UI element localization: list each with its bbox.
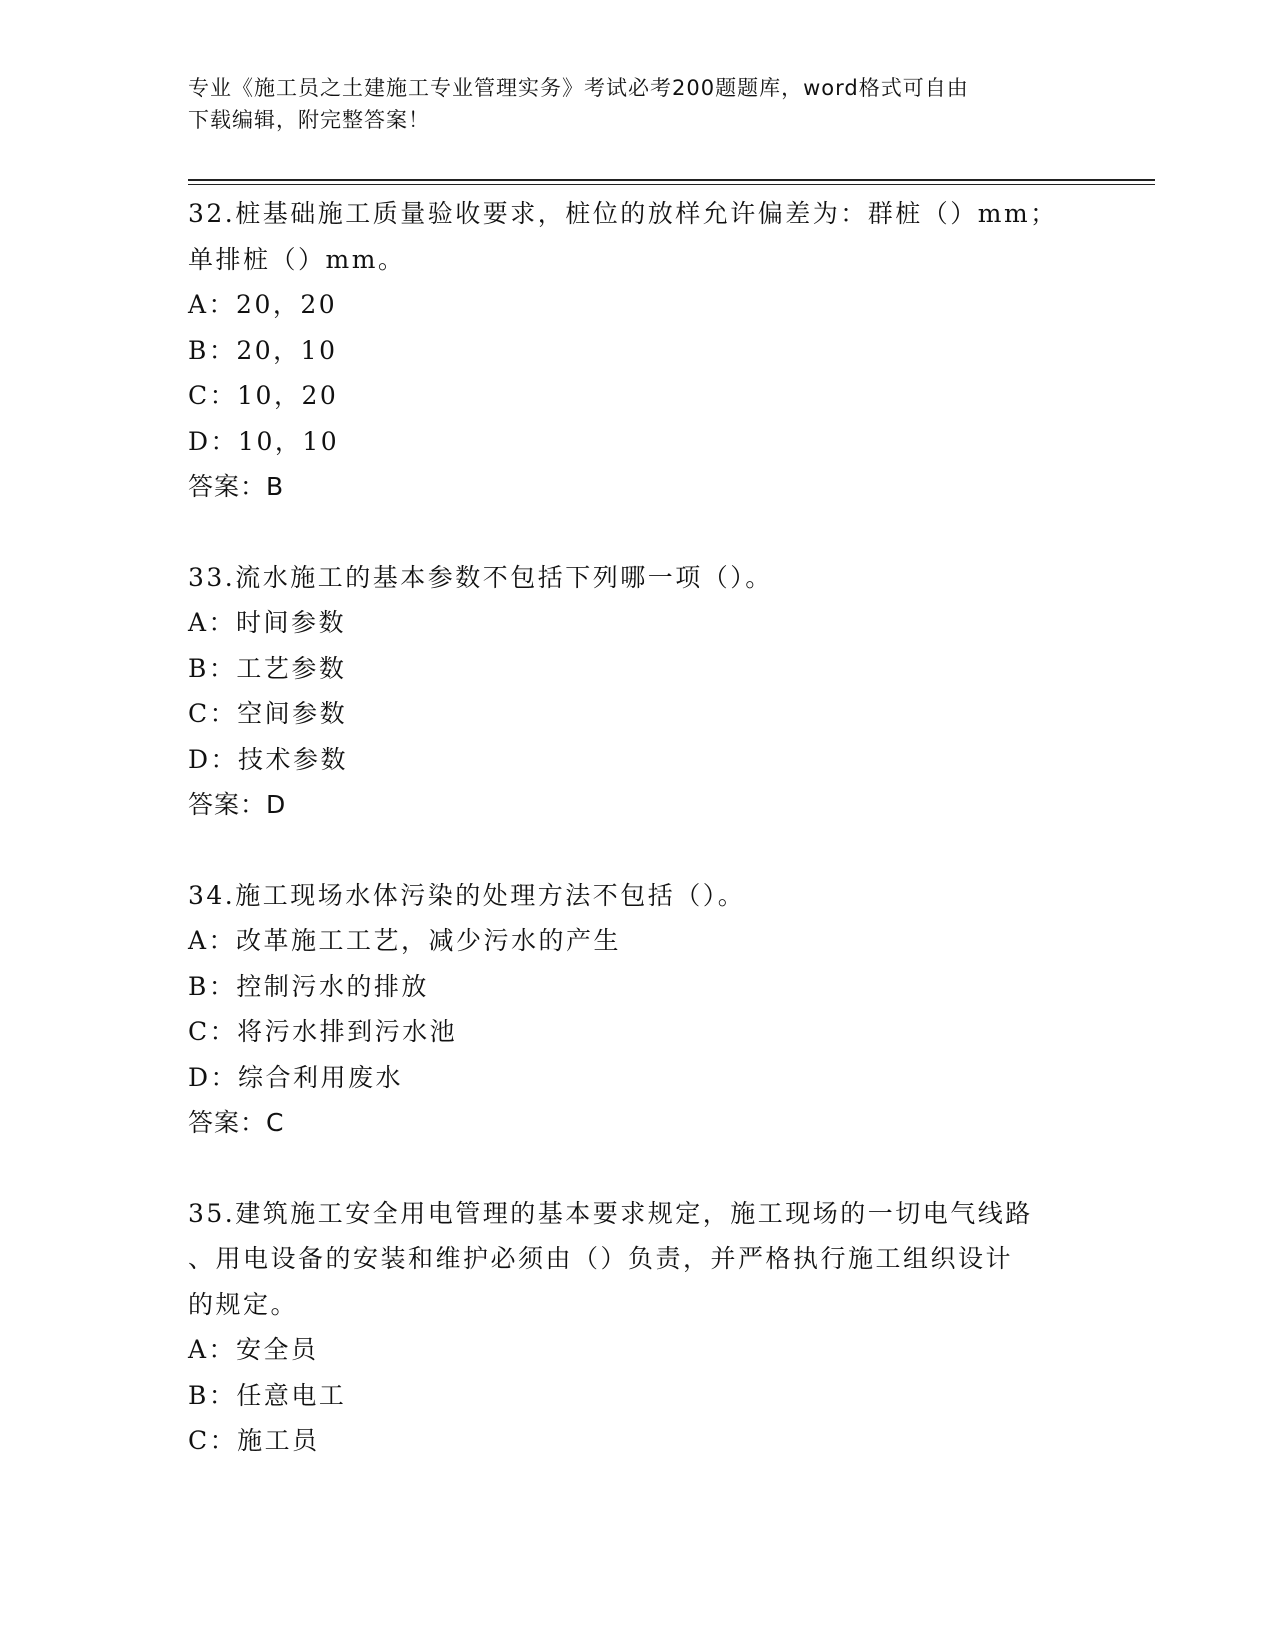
option-b: B：控制污水的排放 (188, 971, 429, 1001)
question-stem (188, 873, 1088, 919)
question-line: 单排桩（）mm。 (188, 244, 406, 274)
question-stem (188, 1191, 1088, 1328)
answer: 答案：C (188, 1108, 285, 1137)
header-divider-thin (188, 184, 1155, 185)
header-line-1: 专业《施工员之土建施工专业管理实务》考试必考200题题库，word格式可自由 (188, 76, 969, 100)
question-35 (188, 1191, 1088, 1464)
question-line: 、用电设备的安装和维护必须由（）负责，并严格执行施工组织设计 (188, 1244, 1014, 1273)
question-33 (188, 555, 1088, 828)
question-list (188, 191, 1088, 1509)
option-c: C：空间参数 (188, 699, 348, 728)
option-b: B：工艺参数 (188, 653, 347, 683)
option-b: B：任意电工 (188, 1380, 347, 1410)
question-line: 建筑施工安全用电管理的基本要求规定，施工现场的一切电气线路 (235, 1198, 1033, 1228)
question-34 (188, 873, 1088, 1146)
answer: 答案：B (188, 472, 285, 501)
option-d: D：10，10 (188, 426, 340, 456)
question-number: 34. (188, 880, 236, 910)
question-stem (188, 555, 1088, 601)
question-line: 施工现场水体污染的处理方法不包括（）。 (235, 880, 746, 910)
question-number: 33. (188, 562, 236, 592)
question-32 (188, 191, 1088, 510)
option-c: C：将污水排到污水池 (188, 1017, 458, 1046)
option-a: A：改革施工工艺，减少污水的产生 (188, 926, 622, 955)
option-a: A：20，20 (188, 290, 338, 319)
option-c: C：10，20 (188, 381, 339, 410)
question-line: 流水施工的基本参数不包括下列哪一项（）。 (235, 562, 773, 592)
option-b: B：20，10 (188, 335, 338, 365)
option-a: A：时间参数 (188, 608, 347, 637)
header-line-2: 下载编辑，附完整答案！ (188, 108, 430, 132)
document-header (188, 72, 1088, 136)
question-number: 32. (188, 199, 236, 228)
option-c: C：施工员 (188, 1426, 320, 1455)
question-number: 35. (188, 1198, 236, 1228)
option-a: A：安全员 (188, 1335, 319, 1364)
question-line: 桩基础施工质量验收要求，桩位的放样允许偏差为：群桩（）mm； (235, 199, 1058, 228)
question-line: 的规定。 (188, 1289, 299, 1319)
option-d: D：技术参数 (188, 744, 349, 774)
header-divider-thick (188, 179, 1155, 181)
answer: 答案：D (188, 790, 287, 819)
question-stem (188, 191, 1088, 282)
option-d: D：综合利用废水 (188, 1062, 404, 1092)
